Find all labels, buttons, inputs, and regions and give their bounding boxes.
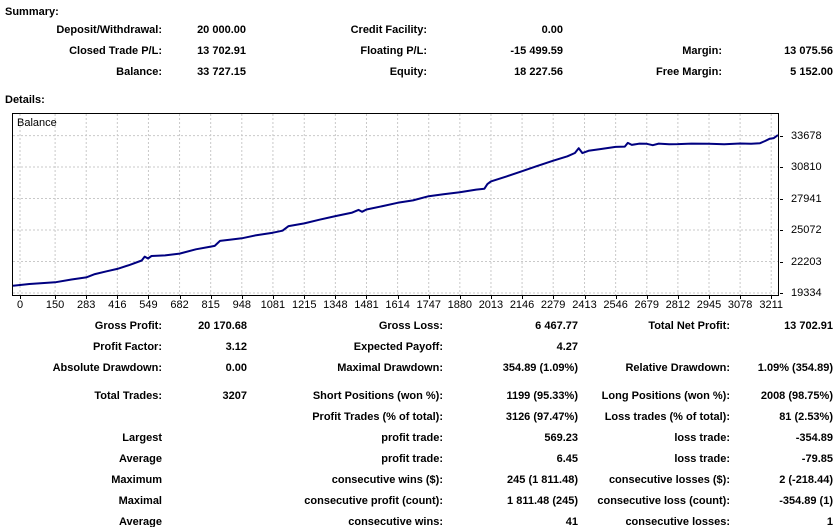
x-axis-tick-mark [740, 296, 741, 299]
stat-label: Absolute Drawdown: [52, 362, 162, 374]
summary-value: 13 702.91 [197, 45, 246, 57]
x-axis-tick-mark [148, 296, 149, 299]
y-axis-tick-label: 27941 [791, 192, 822, 205]
summary-label: Floating P/L: [360, 45, 427, 57]
x-axis-tick-label: 2546 [603, 299, 628, 311]
stat-value: 1199 (95.33%) [506, 390, 578, 402]
x-axis-tick-label: 815 [201, 299, 220, 311]
stat-label: Maximal [118, 495, 162, 507]
x-axis-tick-mark [20, 296, 21, 299]
summary-value: 20 000.00 [197, 24, 246, 36]
x-axis-tick-mark [771, 296, 772, 299]
x-axis-tick-mark [491, 296, 492, 299]
x-axis-tick-mark [553, 296, 554, 299]
stat-label: Average [118, 516, 162, 527]
stat-value: 4.27 [556, 341, 578, 353]
stat-label: consecutive wins: [348, 516, 443, 527]
stat-value: -79.85 [801, 453, 833, 465]
stat-value: 3126 (97.47%) [505, 411, 578, 423]
y-axis-tick-mark [780, 167, 783, 168]
summary-row [0, 24, 838, 38]
stat-value: 81 (2.53%) [779, 411, 833, 423]
stat-label: Largest [122, 432, 162, 444]
stat-value: 6.45 [556, 453, 578, 465]
summary-heading: Summary: [5, 6, 59, 18]
details-row [0, 362, 838, 376]
stat-label: Total Trades: [94, 390, 162, 402]
stat-label: consecutive wins ($): [331, 474, 443, 486]
x-axis-tick-label: 2413 [572, 299, 597, 311]
x-axis-tick-mark [585, 296, 586, 299]
x-axis-tick-label: 1481 [354, 299, 379, 311]
stat-value: 13 702.91 [784, 320, 833, 332]
summary-label: Deposit/Withdrawal: [56, 24, 162, 36]
summary-value: -15 499.59 [510, 45, 563, 57]
stat-label: consecutive losses: [625, 516, 730, 527]
x-axis-tick-label: 948 [232, 299, 251, 311]
details-row [0, 432, 838, 446]
summary-row [0, 45, 838, 59]
stat-label: Expected Payoff: [353, 341, 443, 353]
stat-label: Profit Trades (% of total): [312, 411, 443, 423]
x-axis-tick-mark [366, 296, 367, 299]
y-axis-tick-label: 33678 [791, 129, 822, 142]
y-axis-tick-label: 25072 [791, 224, 822, 237]
details-heading: Details: [5, 94, 45, 106]
x-axis-tick-mark [211, 296, 212, 299]
details-row [0, 453, 838, 467]
stat-label: Loss trades (% of total): [604, 411, 730, 423]
x-axis-tick-mark [678, 296, 679, 299]
summary-label: Closed Trade P/L: [69, 45, 162, 57]
stat-value: 41 [565, 516, 578, 527]
x-axis-tick-mark [616, 296, 617, 299]
x-axis-tick-label: 2146 [509, 299, 535, 311]
x-axis-tick-label: 2812 [665, 299, 691, 311]
y-axis-tick-mark [780, 136, 783, 137]
details-row [0, 320, 838, 334]
y-axis-tick-mark [780, 262, 783, 263]
y-axis-tick-label: 19334 [791, 287, 822, 299]
stat-label: Profit Factor: [92, 341, 162, 353]
stat-value: 0.00 [225, 362, 247, 374]
summary-label: Free Margin: [655, 66, 722, 78]
summary-value: 0.00 [541, 24, 563, 36]
x-axis-tick-label: 2279 [540, 299, 566, 311]
x-axis-tick-label: 1614 [385, 299, 410, 311]
x-axis-tick-mark [86, 296, 87, 299]
x-axis-tick-mark [709, 296, 710, 299]
x-axis-tick-mark [647, 296, 648, 299]
stat-label: Long Positions (won %): [601, 390, 730, 402]
x-axis-tick-label: 682 [170, 299, 189, 311]
chart-legend: Balance [17, 117, 57, 129]
summary-label: Balance: [116, 66, 162, 78]
x-axis-tick-label: 3078 [727, 299, 753, 311]
stat-label: Total Net Profit: [648, 320, 730, 332]
stat-value: 3207 [222, 390, 247, 402]
summary-value: 33 727.15 [197, 66, 246, 78]
x-axis-tick-label: 3211 [759, 299, 784, 311]
stat-label: Average [118, 453, 162, 465]
stat-label: Gross Profit: [94, 320, 162, 332]
stat-label: loss trade: [674, 432, 730, 444]
stat-value: -354.89 (1) [779, 495, 833, 507]
chart-plot-area [13, 114, 778, 295]
stat-value: 2 (-218.44) [779, 474, 833, 486]
stat-label: Maximal Drawdown: [337, 362, 443, 374]
summary-row [0, 66, 838, 80]
x-axis-tick-mark [304, 296, 305, 299]
x-axis-tick-label: 283 [77, 299, 96, 311]
stat-value: 1 811.48 (245) [507, 495, 578, 507]
details-row [0, 495, 838, 509]
stat-value: 20 170.68 [198, 320, 247, 332]
x-axis-tick-label: 1880 [447, 299, 473, 311]
y-axis-tick-mark [780, 199, 783, 200]
x-axis-tick-label: 1081 [260, 299, 286, 311]
details-row [0, 390, 838, 404]
y-axis-tick-label: 22203 [791, 255, 822, 268]
x-axis-tick-label: 1215 [292, 299, 317, 311]
stat-value: 245 (1 811.48) [507, 474, 578, 486]
x-axis-tick-mark [273, 296, 274, 299]
stat-label: Short Positions (won %): [312, 390, 443, 402]
details-row [0, 516, 838, 527]
stat-label: Maximum [111, 474, 162, 486]
stat-label: consecutive loss (count): [597, 495, 730, 507]
x-axis-tick-mark [398, 296, 399, 299]
summary-label: Credit Facility: [350, 24, 427, 36]
x-axis-tick-label: 549 [139, 299, 158, 311]
y-axis-tick-mark [780, 293, 783, 294]
summary-value: 18 227.56 [514, 66, 563, 78]
summary-value: 13 075.56 [784, 45, 833, 57]
x-axis-tick-mark [180, 296, 181, 299]
x-axis-tick-label: 1747 [416, 299, 441, 311]
x-axis-tick-label: 1348 [323, 299, 348, 311]
stat-value: 1.09% (354.89) [757, 362, 833, 374]
x-axis-tick-label: 2679 [634, 299, 659, 311]
stat-value: 569.23 [544, 432, 578, 444]
x-axis-tick-mark [55, 296, 56, 299]
y-axis-tick-label: 30810 [791, 161, 822, 174]
stat-label: Gross Loss: [378, 320, 443, 332]
x-axis-tick-mark [335, 296, 336, 299]
x-axis-tick-mark [242, 296, 243, 299]
stat-value: 1 [826, 516, 833, 527]
x-axis-tick-label: 2013 [478, 299, 504, 311]
stat-label: consecutive losses ($): [608, 474, 730, 486]
x-axis-tick-mark [429, 296, 430, 299]
summary-value: 5 152.00 [790, 66, 833, 78]
balance-chart [12, 113, 779, 296]
x-axis-tick-mark [117, 296, 118, 299]
stat-value: 2008 (98.75%) [760, 390, 833, 402]
stat-label: profit trade: [381, 453, 443, 465]
summary-label: Margin: [682, 45, 722, 57]
stat-label: consecutive profit (count): [304, 495, 443, 507]
stat-value: 3.12 [225, 341, 247, 353]
stat-value: -354.89 [795, 432, 833, 444]
details-row [0, 341, 838, 355]
stat-value: 354.89 (1.09%) [502, 362, 578, 374]
stat-label: Relative Drawdown: [625, 362, 730, 374]
details-row [0, 474, 838, 488]
details-row [0, 411, 838, 425]
balance-line [13, 135, 778, 286]
summary-label: Equity: [389, 66, 427, 78]
x-axis-tick-label: 0 [16, 299, 24, 311]
stat-label: loss trade: [674, 453, 730, 465]
x-axis-tick-label: 416 [108, 299, 127, 311]
x-axis-tick-mark [522, 296, 523, 299]
stat-value: 6 467.77 [535, 320, 578, 332]
y-axis-tick-mark [780, 230, 783, 231]
x-axis-tick-mark [460, 296, 461, 299]
stat-label: profit trade: [381, 432, 443, 444]
x-axis-tick-label: 2945 [696, 299, 722, 311]
x-axis-tick-label: 150 [45, 299, 65, 311]
